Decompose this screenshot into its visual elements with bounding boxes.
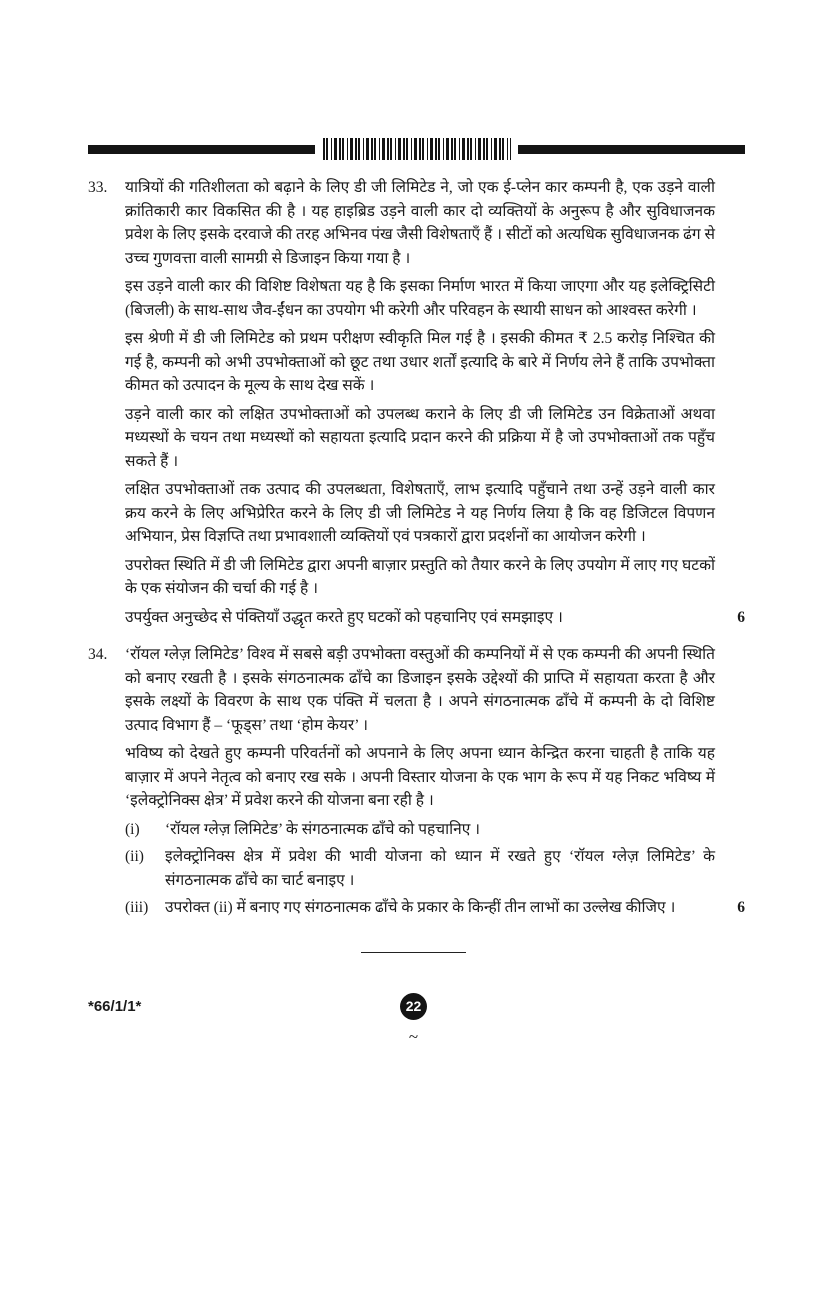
subquestion-label: (iii) bbox=[125, 899, 149, 916]
question-number: 33. bbox=[88, 179, 108, 196]
subquestion-i bbox=[125, 818, 715, 842]
end-separator-rule bbox=[361, 952, 466, 953]
question-paper-content bbox=[88, 176, 745, 920]
barcode-left-rule bbox=[88, 145, 315, 154]
subquestion-iii bbox=[125, 896, 715, 920]
marks-badge: 6 bbox=[737, 899, 745, 916]
question-34 bbox=[88, 643, 745, 920]
question-body bbox=[125, 643, 715, 920]
subquestion-label: (ii) bbox=[125, 848, 144, 865]
question-paragraph: भविष्य को देखते हुए कम्पनी परिवर्तनों को अपनाने के लिए अपना ध्यान केन्द्रित करना चाहती है ताकि यह बाज़ार में अपने नेतृत्व को बनाए रख सके । अपनी विस्तार योजना के एक भाग के रूप में यह निकट भविष्य में ‘इलेक्ट्रोनिक्स क्षेत्र’ में प्रवेश करने की योजना बना रही है । bbox=[125, 745, 715, 809]
question-paragraph: इस उड़ने वाली कार की विशिष्ट विशेषता यह है कि इसका निर्माण भारत में किया जाएगा और यह इलेक्ट्रिसिटी (बिजली) के साथ-साथ जैव-ईंधन का उपयोग भी करेगी और परिवहन के स्थायी साधन को आश्वस्त करेगी । bbox=[125, 278, 715, 319]
subquestion-text: उपरोक्त (ii) में बनाए गए संगठनात्मक ढाँचे के प्रकार के किन्हीं तीन लाभों का उल्लेख कीजिए । bbox=[165, 899, 676, 916]
exam-page bbox=[0, 138, 827, 1047]
question-instruction-line: उपर्युक्त अनुच्छेद से पंक्तियाँ उद्धृत करते हुए घटकों को पहचानिए एवं समझाइए । bbox=[125, 608, 563, 626]
question-paragraph: उड़ने वाली कार को लक्षित उपभोक्ताओं को उपलब्ध कराने के लिए डी जी लिमिटेड उन विक्रेताओं अथवा मध्यस्थों के चयन तथा मध्यस्थों को सहायता इत्यादि प्रदान करने की प्रक्रिया में है जो उपभोक्ताओं तक पहुँच सकते हैं । bbox=[125, 405, 715, 470]
barcode bbox=[323, 138, 511, 160]
subquestion-label: (i) bbox=[125, 820, 140, 838]
question-paragraph: यात्रियों की गतिशीलता को बढ़ाने के लिए डी जी लिमिटेड ने, जो एक ई-प्लेन कार कम्पनी है, एक उड़ने वाली क्रांतिकारी कार विकसित की है । यह हाइब्रिड उड़ने वाली कार दो व्यक्तियों के अनुरूप है और सुविधाजनक प्रवेश के लिए इसके दरवाजे की तरह अभिनव पंख जैसी विशेषताएँ हैं । सीटों को अत्यधिक सुविधाजनक ढंग से उच्च गुणवत्ता वाली सामग्री से डिजाइन किया गया है । bbox=[125, 179, 715, 267]
page-number-badge: 22 bbox=[400, 993, 427, 1020]
question-body bbox=[125, 176, 715, 629]
question-paragraph: इस श्रेणी में डी जी लिमिटेड को प्रथम परीक्षण स्वीकृति मिल गई है । इसकी कीमत ₹ 2.5 करोड़ निश्चित की गई है, कम्पनी को अभी उपभोक्ताओं को छूट तथा उधार शर्तों इत्यादि के बारे में निर्णय लेने हैं ताकि उपभोक्ता कीमत को उत्पादन के मूल्य के साथ देख सकें । bbox=[125, 330, 715, 394]
footer-tilde-mark: ~ bbox=[408, 1026, 419, 1046]
subquestion-text: ‘रॉयल ग्लेज़ लिमिटेड’ के संगठनात्मक ढाँचे को पहचानिए । bbox=[165, 820, 481, 838]
question-paragraph: उपरोक्त स्थिति में डी जी लिमिटेड द्वारा अपनी बाज़ार प्रस्तुति को तैयार करने के लिए उपयोग में लाए गए घटकों के एक संयोजन की चर्चा की गई है । bbox=[125, 556, 715, 597]
question-paragraph: लक्षित उपभोक्ताओं तक उत्पाद की उपलब्धता, विशेषताएँ, लाभ इत्यादि पहुँचाने तथा उन्हें उड़ने वाली कार क्रय करने के लिए अभिप्रेरित करने के लिए डी जी लिमिटेड ने यह निर्णय लिया है कि वह डिजिटल विपणन अभियान, प्रेस विज्ञप्ति तथा प्रभावशाली व्यक्तियों एवं पत्रकारों द्वारा प्रदर्शनों का आयोजन करेगी । bbox=[125, 481, 715, 545]
marks-badge: 6 bbox=[737, 608, 745, 626]
paper-code: *66/1/1* bbox=[88, 997, 142, 1015]
page-footer bbox=[0, 993, 827, 1021]
subquestion-ii bbox=[125, 845, 715, 892]
question-paragraph: ‘रॉयल ग्लेज़ लिमिटेड’ विश्व में सबसे बड़ी उपभोक्ता वस्तुओं की कम्पनियों में से एक कम्पनी की अपनी स्थिति को बनाए रखती है । इसके संगठनात्मक ढाँचे का डिजाइन इसके उद्देश्यों की प्राप्ति में सहायता करता है और इसके लक्ष्यों के विवरण के साथ एक पंक्ति में चलता है । अपने संगठनात्मक ढाँचे में कम्पनी के दो विशिष्ट उत्पाद विभाग हैं – ‘फूड्स’ तथा ‘होम केयर’ । bbox=[125, 646, 715, 734]
subquestion-text: इलेक्ट्रोनिक्स क्षेत्र में प्रवेश की भावी योजना को ध्यान में रखते हुए ‘रॉयल ग्लेज़ लिमिटेड’ के संगठनात्मक ढाँचे का चार्ट बनाइए । bbox=[165, 848, 715, 889]
barcode-right-rule bbox=[518, 145, 745, 154]
barcode-row bbox=[88, 138, 745, 160]
question-33 bbox=[88, 176, 745, 629]
question-number: 34. bbox=[88, 646, 108, 663]
